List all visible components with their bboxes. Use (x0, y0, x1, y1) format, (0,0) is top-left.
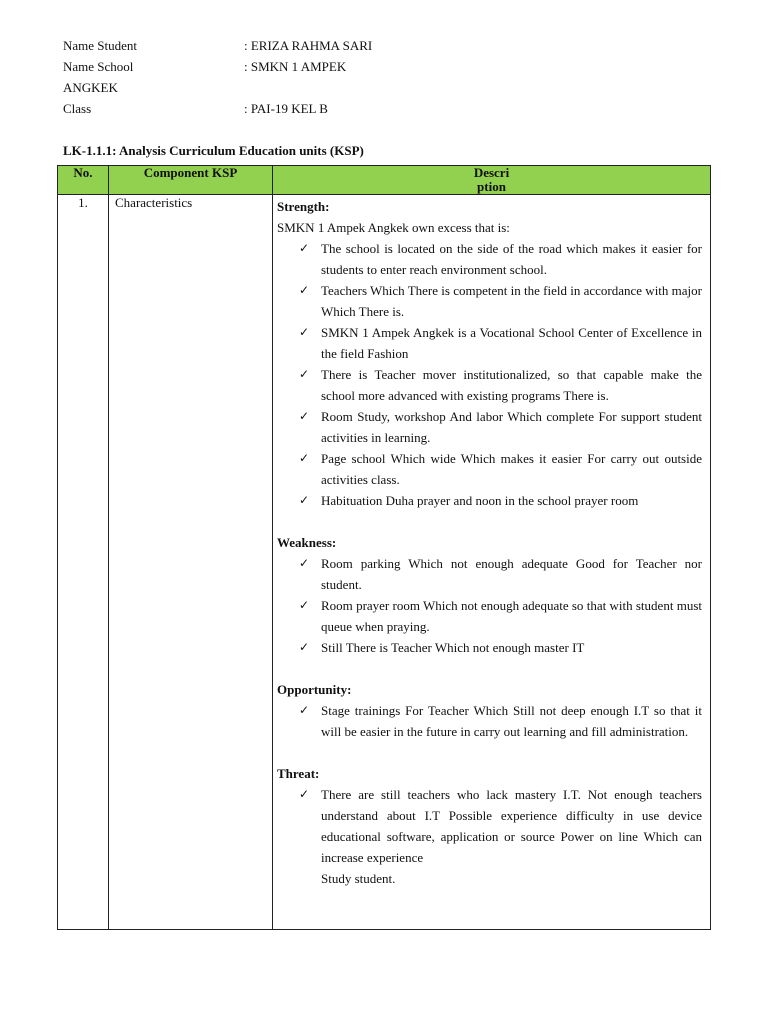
threat-list (277, 784, 702, 868)
list-item (299, 784, 702, 868)
list-item-text: Room Study, workshop And labor Which complete For support student activities in learning. (321, 409, 702, 445)
list-item-text: Page school Which wide Which makes it easier For carry out outside activities class. (321, 451, 702, 487)
school-value: : SMKN 1 AMPEK (244, 59, 347, 74)
weakness-title: Weakness: (277, 535, 337, 550)
header-no: No. (58, 166, 109, 195)
check-icon: ✓ (299, 703, 310, 717)
list-item (299, 238, 702, 280)
header-description-line2: ption (477, 179, 506, 194)
strength-title: Strength: (277, 199, 330, 214)
list-item-text: SMKN 1 Ampek Angkek is a Vocational School Center of Excellence in the field Fashion (321, 325, 702, 361)
student-value: : ERIZA RAHMA SARI (244, 38, 373, 53)
header-description-line1: Descri (473, 165, 510, 180)
opportunity-title: Opportunity: (277, 682, 352, 697)
list-item-text: The school is located on the side of the road which makes it easier for students to enter reach environment school. (321, 241, 702, 277)
list-item (299, 406, 702, 448)
class-label: Class (63, 101, 92, 116)
list-item (299, 490, 702, 511)
check-icon: ✓ (299, 598, 310, 612)
list-item (299, 595, 702, 637)
spacer (277, 742, 702, 763)
list-item (299, 637, 702, 658)
list-item-text: Still There is Teacher Which not enough master IT (321, 640, 585, 655)
list-item-text: Room parking Which not enough adequate Good for Teacher nor student. (321, 556, 702, 592)
spacer (277, 658, 702, 679)
check-icon: ✓ (299, 640, 310, 654)
strength-intro: SMKN 1 Ampek Angkek own excess that is: (277, 220, 510, 235)
check-icon: ✓ (299, 325, 310, 339)
check-icon: ✓ (299, 241, 310, 255)
list-item (299, 364, 702, 406)
threat-continuation: Study student. (321, 871, 396, 886)
document-title: LK-1.1.1: Analysis Curriculum Education units (KSP) (63, 143, 364, 158)
threat-title: Threat: (277, 766, 320, 781)
row-component: Characteristics (109, 195, 273, 930)
strength-list (277, 238, 702, 511)
table-row (58, 195, 711, 930)
class-value: : PAI-19 KEL B (244, 101, 328, 116)
list-item-text: There is Teacher mover institutionalized, so that capable make the school more advanced with existing programs There is. (321, 367, 702, 403)
header-description (273, 166, 711, 195)
ksp-analysis-table (57, 165, 711, 930)
list-item-text: There are still teachers who lack mastery I.T. Not enough teachers understand about I.T Possible experience difficulty in use device educational software, application or source Power on line Which can increase experience (321, 787, 702, 865)
opportunity-list (277, 700, 702, 742)
check-icon: ✓ (299, 367, 310, 381)
list-item-text: Stage trainings For Teacher Which Still not deep enough I.T so that it will be easier in the future in carry out learning and fill administration. (321, 703, 702, 739)
check-icon: ✓ (299, 283, 310, 297)
list-item (299, 322, 702, 364)
list-item (299, 553, 702, 595)
list-item (299, 700, 702, 742)
list-item-text: Room prayer room Which not enough adequate so that with student must queue when praying. (321, 598, 702, 634)
check-icon: ✓ (299, 493, 310, 507)
row-number: 1. (58, 195, 109, 930)
list-item (299, 448, 702, 490)
check-icon: ✓ (299, 787, 310, 801)
school-label: Name School (63, 59, 134, 74)
check-icon: ✓ (299, 556, 310, 570)
table-header-row (58, 166, 711, 195)
row-description (273, 195, 711, 930)
list-item-text: Teachers Which There is competent in the field in accordance with major Which There is. (321, 283, 702, 319)
list-item-text: Habituation Duha prayer and noon in the school prayer room (321, 493, 639, 508)
student-label: Name Student (63, 38, 138, 53)
check-icon: ✓ (299, 409, 310, 423)
school-value-continued: ANGKEK (63, 80, 118, 95)
list-item (299, 280, 702, 322)
weakness-list (277, 553, 702, 658)
spacer (277, 511, 702, 532)
header-component: Component KSP (109, 166, 273, 195)
check-icon: ✓ (299, 451, 310, 465)
